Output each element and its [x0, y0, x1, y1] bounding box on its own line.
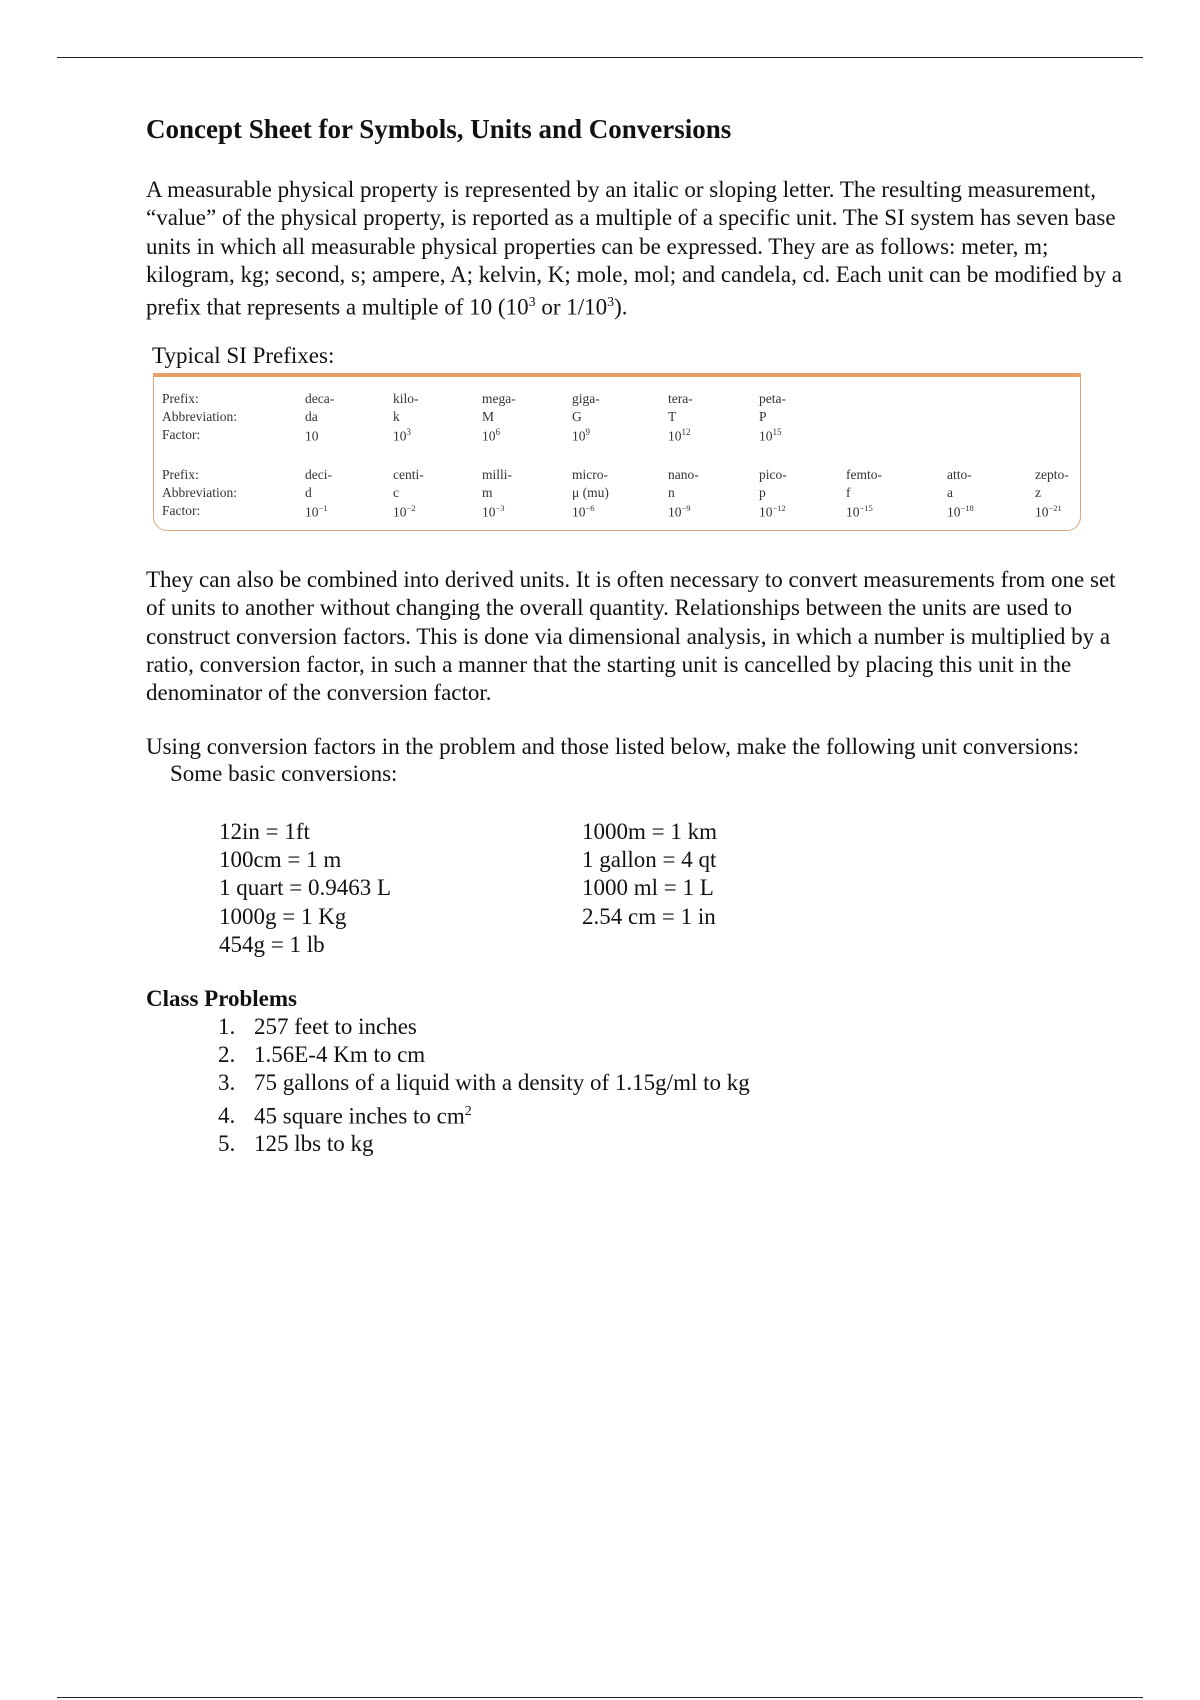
large-prefix-row — [162, 391, 1080, 409]
prefix-factor-cell — [305, 427, 319, 445]
prefix-abbr-cell: c — [393, 485, 399, 500]
prefix-factor-cell — [846, 503, 873, 521]
small-abbr-row — [162, 485, 1080, 503]
instructions-line: Using conversion factors in the problem and those listed below, make the following unit conversions: — [146, 734, 1080, 759]
prefix-name-cell: tera- — [668, 391, 693, 406]
factor-exponent: −12 — [772, 503, 786, 513]
factor-base: 10 — [759, 504, 773, 520]
prefix-factor-cell — [305, 503, 328, 521]
prefix-factor-cell — [1035, 503, 1062, 521]
intro-text: A measurable physical property is represented by an italic or sloping letter. The resulting measurement, “value” of the physical property, is reported as a multiple of a specific unit. The SI system has seven base units in which all measurable physical properties can be expressed. They are as follows: meter, m; kilogram, kg; second, s; ampere, A; kelvin, K; mole, mol; and candela, cd. Each unit can be modified by a prefix that represents a multiple of 10 (10 — [146, 177, 1122, 320]
intro-end: ). — [614, 294, 628, 320]
intro-exp2: 3 — [607, 295, 615, 311]
factor-exponent: −2 — [406, 503, 416, 513]
problem-text: 45 square inches to cm — [254, 1103, 465, 1129]
basic-conversions-heading: Some basic conversions: — [170, 761, 398, 786]
top-rule — [57, 57, 1143, 58]
conversion-item: 2.54 cm = 1 in — [582, 903, 716, 929]
prefix-abbr-cell: z — [1035, 485, 1041, 500]
prefix-name-cell: atto- — [947, 467, 972, 482]
factor-exponent: −9 — [681, 503, 691, 513]
prefix-abbr-cell: f — [846, 485, 851, 500]
factor-exponent: −3 — [495, 503, 505, 513]
class-problems-list — [218, 1013, 750, 1159]
conversion-item: 1000g = 1 Kg — [219, 903, 347, 929]
prefix-name-cell: deci- — [305, 467, 332, 482]
prefix-abbr-cell: T — [668, 409, 677, 424]
large-factor-row — [162, 427, 1080, 445]
problem-item — [218, 1130, 750, 1158]
derived-units-paragraph: They can also be combined into derived units. It is often necessary to convert measurements from one set of units to another without changing the overall quantity. Relationships between the units are used to construct conversion factors. This is done via dimensional analysis, in which a number is multiplied by a ratio, conversion factor, in such a manner that the starting unit is cancelled by placing this unit in the denominator of the conversion factor. — [146, 567, 1116, 706]
prefix-name-cell: zepto- — [1035, 467, 1069, 482]
problem-item — [218, 1069, 750, 1097]
factor-exponent: −15 — [859, 503, 873, 513]
prefix-factor-cell — [668, 503, 691, 521]
row-label-prefix: Prefix: — [162, 391, 199, 406]
conversions-left-column — [219, 818, 391, 959]
factor-base: 10 — [668, 428, 682, 444]
factor-base: 10 — [393, 428, 407, 444]
page-title: Concept Sheet for Symbols, Units and Conversions — [146, 114, 732, 144]
prefix-name-cell: nano- — [668, 467, 699, 482]
factor-exponent: −1 — [318, 503, 328, 513]
prefix-factor-cell — [759, 427, 782, 445]
large-abbr-row — [162, 409, 1080, 427]
intro-exp1: 3 — [528, 295, 536, 311]
factor-exponent: 9 — [585, 427, 590, 437]
prefix-abbr-cell: d — [305, 485, 312, 500]
row-label-prefix: Prefix: — [162, 467, 199, 482]
factor-exponent: 3 — [406, 427, 411, 437]
row-label-abbreviation: Abbreviation: — [162, 485, 237, 500]
si-prefix-table — [153, 373, 1081, 531]
class-problems-heading: Class Problems — [146, 986, 297, 1011]
problem-number: 5. — [218, 1131, 236, 1157]
prefix-abbr-cell: P — [759, 409, 767, 424]
intro-mid: or 1/10 — [535, 294, 608, 320]
factor-base: 10 — [572, 504, 586, 520]
conversion-item: 1 gallon = 4 qt — [582, 847, 717, 873]
prefix-factor-cell — [759, 503, 786, 521]
factor-base: 10 — [482, 504, 496, 520]
prefix-abbr-cell: M — [482, 409, 495, 424]
prefix-abbr-cell: m — [482, 485, 493, 500]
prefix-factor-cell — [393, 427, 411, 445]
factor-base: 10 — [482, 428, 496, 444]
factor-base: 10 — [393, 504, 407, 520]
prefix-abbr-cell: p — [759, 485, 766, 500]
prefix-name-cell: giga- — [572, 391, 600, 406]
factor-base: 10 — [572, 428, 586, 444]
factor-base: 10 — [1035, 504, 1049, 520]
factor-base: 10 — [947, 504, 961, 520]
problem-text: 75 gallons of a liquid with a density of 1.15g/ml to kg — [254, 1070, 750, 1096]
factor-base: 10 — [305, 428, 319, 444]
prefix-name-cell: centi- — [393, 467, 424, 482]
prefix-name-cell: mega- — [482, 391, 516, 406]
prefix-abbr-cell: n — [668, 485, 675, 500]
prefix-abbr-cell: μ (mu) — [572, 485, 609, 500]
problem-text: 125 lbs to kg — [254, 1131, 374, 1157]
prefix-factor-cell — [668, 427, 691, 445]
prefix-factor-cell — [572, 503, 595, 521]
problem-superscript: 2 — [464, 1103, 472, 1119]
prefix-name-cell: micro- — [572, 467, 608, 482]
conversion-item: 454g = 1 lb — [219, 931, 325, 957]
prefix-abbr-cell: a — [947, 485, 953, 500]
prefix-name-cell: kilo- — [393, 391, 419, 406]
problem-number: 3. — [218, 1070, 236, 1096]
prefix-name-cell: pico- — [759, 467, 787, 482]
prefix-factor-cell — [482, 427, 500, 445]
prefix-factor-cell — [482, 503, 505, 521]
row-label-factor: Factor: — [162, 427, 201, 442]
prefix-table-heading: Typical SI Prefixes: — [152, 343, 335, 368]
factor-exponent: −18 — [960, 503, 974, 513]
conversion-item: 12in = 1ft — [219, 819, 310, 844]
conversion-item: 1000 ml = 1 L — [582, 875, 714, 901]
prefix-abbr-cell: G — [572, 409, 582, 424]
conversion-item: 1 quart = 0.9463 L — [219, 875, 392, 901]
factor-exponent: 12 — [681, 427, 691, 437]
prefix-name-cell: milli- — [482, 467, 512, 482]
problem-number: 4. — [218, 1103, 236, 1129]
problem-text: 1.56E-4 Km to cm — [254, 1042, 426, 1068]
conversions-right-column — [582, 818, 717, 931]
row-label-factor: Factor: — [162, 503, 201, 518]
factor-exponent: 6 — [495, 427, 500, 437]
prefix-factor-cell — [947, 503, 974, 521]
prefix-factor-cell — [572, 427, 590, 445]
problem-item — [218, 1098, 750, 1131]
small-factor-row — [162, 503, 1080, 521]
problem-text: 257 feet to inches — [254, 1014, 417, 1039]
factor-base: 10 — [846, 504, 860, 520]
prefix-name-cell: femto- — [846, 467, 882, 482]
prefix-name-cell: deca- — [305, 391, 335, 406]
small-prefix-row — [162, 467, 1080, 485]
prefix-name-cell: peta- — [759, 391, 786, 406]
problem-number: 2. — [218, 1042, 236, 1068]
conversion-item: 1000m = 1 km — [582, 819, 718, 844]
prefix-factor-cell — [393, 503, 416, 521]
factor-exponent: −21 — [1048, 503, 1062, 513]
intro-paragraph — [146, 176, 1136, 322]
factor-exponent: −6 — [585, 503, 595, 513]
problem-item — [218, 1041, 750, 1069]
factor-base: 10 — [305, 504, 319, 520]
prefix-abbr-cell: da — [305, 409, 318, 424]
problem-item — [218, 1013, 750, 1041]
bottom-rule — [57, 1697, 1143, 1698]
row-label-abbreviation: Abbreviation: — [162, 409, 237, 424]
conversion-item: 100cm = 1 m — [219, 847, 342, 873]
factor-base: 10 — [759, 428, 773, 444]
prefix-abbr-cell: k — [393, 409, 400, 424]
problem-number: 1. — [218, 1014, 236, 1039]
factor-exponent: 15 — [772, 427, 782, 437]
factor-base: 10 — [668, 504, 682, 520]
